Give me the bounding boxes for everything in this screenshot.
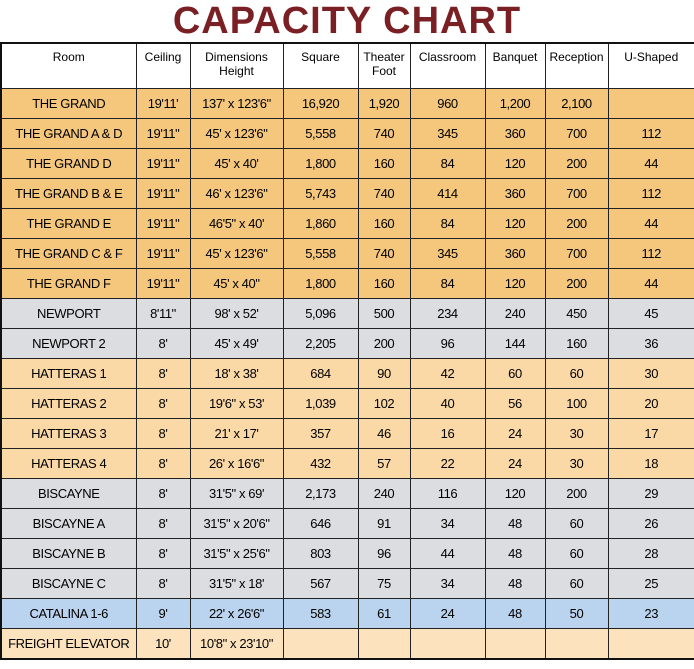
table-row <box>1 359 694 389</box>
table-cell: 16,920 <box>283 89 358 119</box>
table-cell <box>485 629 545 660</box>
table-cell: 8' <box>136 419 190 449</box>
table-cell: 24 <box>485 419 545 449</box>
table-cell: 1,860 <box>283 209 358 239</box>
table-cell: 45' x 49' <box>190 329 283 359</box>
table-cell: 8' <box>136 479 190 509</box>
table-cell: 19'11" <box>136 269 190 299</box>
table-cell: 345 <box>410 239 485 269</box>
table-row <box>1 119 694 149</box>
table-cell: 21' x 17' <box>190 419 283 449</box>
table-cell: 5,096 <box>283 299 358 329</box>
table-cell: 60 <box>545 509 608 539</box>
table-cell <box>608 629 694 660</box>
table-cell: 112 <box>608 239 694 269</box>
room-name-cell: HATTERAS 3 <box>1 419 136 449</box>
table-cell: 646 <box>283 509 358 539</box>
table-cell: 34 <box>410 569 485 599</box>
table-row <box>1 569 694 599</box>
table-cell: 36 <box>608 329 694 359</box>
table-cell: 48 <box>485 569 545 599</box>
table-cell: 19'11" <box>136 209 190 239</box>
table-cell: 8' <box>136 509 190 539</box>
table-cell: 450 <box>545 299 608 329</box>
table-cell: 16 <box>410 419 485 449</box>
room-name-cell: THE GRAND <box>1 89 136 119</box>
table-row <box>1 479 694 509</box>
table-cell: 8'11" <box>136 299 190 329</box>
room-name-cell: BISCAYNE A <box>1 509 136 539</box>
table-cell: 31'5" x 69' <box>190 479 283 509</box>
header-row <box>1 43 694 89</box>
table-cell: 2,205 <box>283 329 358 359</box>
room-name-cell: CATALINA 1-6 <box>1 599 136 629</box>
table-cell: 740 <box>358 239 410 269</box>
table-cell: 24 <box>485 449 545 479</box>
room-name-cell: NEWPORT <box>1 299 136 329</box>
table-cell: 740 <box>358 179 410 209</box>
table-cell: 23 <box>608 599 694 629</box>
column-header: Ceiling <box>136 43 190 89</box>
table-cell: 42 <box>410 359 485 389</box>
table-cell: 60 <box>545 359 608 389</box>
table-cell: 45' x 40" <box>190 269 283 299</box>
room-name-cell: HATTERAS 1 <box>1 359 136 389</box>
table-cell: 56 <box>485 389 545 419</box>
table-cell: 700 <box>545 179 608 209</box>
table-cell: 160 <box>358 269 410 299</box>
table-cell: 112 <box>608 119 694 149</box>
table-cell: 45' x 123'6" <box>190 239 283 269</box>
table-cell: 46 <box>358 419 410 449</box>
table-cell: 48 <box>485 509 545 539</box>
table-row <box>1 239 694 269</box>
table-cell: 96 <box>410 329 485 359</box>
table-cell: 30 <box>608 359 694 389</box>
table-cell: 960 <box>410 89 485 119</box>
table-cell: 60 <box>485 359 545 389</box>
table-cell: 40 <box>410 389 485 419</box>
table-row <box>1 389 694 419</box>
table-cell: 45' x 123'6" <box>190 119 283 149</box>
table-cell: 31'5" x 18' <box>190 569 283 599</box>
table-cell: 160 <box>358 149 410 179</box>
room-name-cell: THE GRAND C & F <box>1 239 136 269</box>
table-cell: 46' x 123'6" <box>190 179 283 209</box>
table-cell: 10'8" x 23'10" <box>190 629 283 660</box>
table-cell: 740 <box>358 119 410 149</box>
room-name-cell: THE GRAND E <box>1 209 136 239</box>
room-name-cell: HATTERAS 4 <box>1 449 136 479</box>
table-cell: 61 <box>358 599 410 629</box>
table-cell: 240 <box>358 479 410 509</box>
table-cell: 414 <box>410 179 485 209</box>
table-cell: 50 <box>545 599 608 629</box>
table-cell <box>608 89 694 119</box>
table-cell: 45 <box>608 299 694 329</box>
column-header: U-Shaped <box>608 43 694 89</box>
table-cell: 44 <box>608 269 694 299</box>
table-cell: 25 <box>608 569 694 599</box>
table-cell: 31'5" x 20'6" <box>190 509 283 539</box>
table-row <box>1 269 694 299</box>
table-cell: 18' x 38' <box>190 359 283 389</box>
table-cell: 700 <box>545 119 608 149</box>
table-cell: 120 <box>485 209 545 239</box>
table-cell: 57 <box>358 449 410 479</box>
table-cell: 30 <box>545 419 608 449</box>
table-cell: 84 <box>410 269 485 299</box>
table-cell: 120 <box>485 269 545 299</box>
table-cell: 91 <box>358 509 410 539</box>
column-header: Classroom <box>410 43 485 89</box>
table-row <box>1 629 694 660</box>
table-cell: 45' x 40' <box>190 149 283 179</box>
table-cell: 19'11" <box>136 119 190 149</box>
table-cell: 44 <box>410 539 485 569</box>
table-cell: 1,200 <box>485 89 545 119</box>
table-cell: 1,039 <box>283 389 358 419</box>
table-cell: 44 <box>608 149 694 179</box>
table-cell: 17 <box>608 419 694 449</box>
table-cell: 19'6" x 53' <box>190 389 283 419</box>
table-cell: 345 <box>410 119 485 149</box>
table-row <box>1 449 694 479</box>
table-cell: 360 <box>485 179 545 209</box>
table-cell: 2,100 <box>545 89 608 119</box>
table-cell: 1,800 <box>283 269 358 299</box>
table-cell: 26' x 16'6" <box>190 449 283 479</box>
table-cell: 75 <box>358 569 410 599</box>
table-body <box>1 89 694 660</box>
table-cell: 567 <box>283 569 358 599</box>
table-cell: 200 <box>545 269 608 299</box>
capacity-table <box>0 42 694 660</box>
table-cell: 26 <box>608 509 694 539</box>
table-cell <box>358 629 410 660</box>
table-row <box>1 329 694 359</box>
table-cell: 34 <box>410 509 485 539</box>
column-header: Banquet <box>485 43 545 89</box>
table-cell: 60 <box>545 539 608 569</box>
column-header: Room <box>1 43 136 89</box>
table-cell: 357 <box>283 419 358 449</box>
table-cell: 10' <box>136 629 190 660</box>
table-cell: 803 <box>283 539 358 569</box>
table-cell: 116 <box>410 479 485 509</box>
table-cell: 100 <box>545 389 608 419</box>
table-cell: 200 <box>358 329 410 359</box>
table-row <box>1 89 694 119</box>
table-cell: 5,558 <box>283 239 358 269</box>
table-cell: 144 <box>485 329 545 359</box>
table-row <box>1 299 694 329</box>
room-name-cell: HATTERAS 2 <box>1 389 136 419</box>
table-cell: 234 <box>410 299 485 329</box>
table-cell: 432 <box>283 449 358 479</box>
table-cell: 96 <box>358 539 410 569</box>
table-cell: 9' <box>136 599 190 629</box>
column-header: Square <box>283 43 358 89</box>
table-cell: 160 <box>545 329 608 359</box>
table-cell: 120 <box>485 149 545 179</box>
table-cell: 1,800 <box>283 149 358 179</box>
table-row <box>1 419 694 449</box>
table-cell: 102 <box>358 389 410 419</box>
page-title: CAPACITY CHART <box>172 0 522 42</box>
table-cell: 19'11" <box>136 239 190 269</box>
table-cell: 5,558 <box>283 119 358 149</box>
table-cell: 28 <box>608 539 694 569</box>
room-name-cell: NEWPORT 2 <box>1 329 136 359</box>
table-cell: 200 <box>545 479 608 509</box>
table-cell: 44 <box>608 209 694 239</box>
table-cell: 48 <box>485 599 545 629</box>
table-cell: 240 <box>485 299 545 329</box>
table-cell <box>545 629 608 660</box>
table-cell: 22 <box>410 449 485 479</box>
table-row <box>1 209 694 239</box>
table-cell: 48 <box>485 539 545 569</box>
table-cell: 30 <box>545 449 608 479</box>
table-cell: 500 <box>358 299 410 329</box>
table-cell <box>283 629 358 660</box>
table-cell: 160 <box>358 209 410 239</box>
table-cell: 137' x 123'6" <box>190 89 283 119</box>
table-cell: 112 <box>608 179 694 209</box>
table-cell: 583 <box>283 599 358 629</box>
room-name-cell: BISCAYNE B <box>1 539 136 569</box>
table-cell: 98' x 52' <box>190 299 283 329</box>
table-cell: 19'11' <box>136 89 190 119</box>
table-cell: 8' <box>136 389 190 419</box>
table-cell: 8' <box>136 539 190 569</box>
table-cell: 29 <box>608 479 694 509</box>
table-cell: 684 <box>283 359 358 389</box>
table-row <box>1 179 694 209</box>
table-cell: 8' <box>136 359 190 389</box>
column-header: Dimensions Height <box>190 43 283 89</box>
table-row <box>1 509 694 539</box>
table-cell: 8' <box>136 569 190 599</box>
table-row <box>1 599 694 629</box>
table-cell: 84 <box>410 149 485 179</box>
room-name-cell: THE GRAND B & E <box>1 179 136 209</box>
column-header: Reception <box>545 43 608 89</box>
table-row <box>1 149 694 179</box>
table-row <box>1 539 694 569</box>
table-cell: 24 <box>410 599 485 629</box>
room-name-cell: THE GRAND A & D <box>1 119 136 149</box>
table-cell: 46'5" x 40' <box>190 209 283 239</box>
table-cell: 90 <box>358 359 410 389</box>
table-cell: 19'11" <box>136 149 190 179</box>
table-cell: 700 <box>545 239 608 269</box>
table-cell: 31'5" x 25'6" <box>190 539 283 569</box>
table-cell: 5,743 <box>283 179 358 209</box>
table-cell: 200 <box>545 149 608 179</box>
column-header: Theater Foot <box>358 43 410 89</box>
table-cell <box>410 629 485 660</box>
table-cell: 200 <box>545 209 608 239</box>
table-cell: 2,173 <box>283 479 358 509</box>
table-cell: 84 <box>410 209 485 239</box>
room-name-cell: BISCAYNE C <box>1 569 136 599</box>
room-name-cell: FREIGHT ELEVATOR <box>1 629 136 660</box>
table-cell: 22' x 26'6" <box>190 599 283 629</box>
table-cell: 8' <box>136 449 190 479</box>
table-cell: 1,920 <box>358 89 410 119</box>
room-name-cell: THE GRAND D <box>1 149 136 179</box>
table-cell: 360 <box>485 239 545 269</box>
table-cell: 360 <box>485 119 545 149</box>
table-cell: 60 <box>545 569 608 599</box>
table-cell: 8' <box>136 329 190 359</box>
table-cell: 19'11" <box>136 179 190 209</box>
table-cell: 20 <box>608 389 694 419</box>
room-name-cell: BISCAYNE <box>1 479 136 509</box>
table-cell: 18 <box>608 449 694 479</box>
room-name-cell: THE GRAND F <box>1 269 136 299</box>
table-cell: 120 <box>485 479 545 509</box>
